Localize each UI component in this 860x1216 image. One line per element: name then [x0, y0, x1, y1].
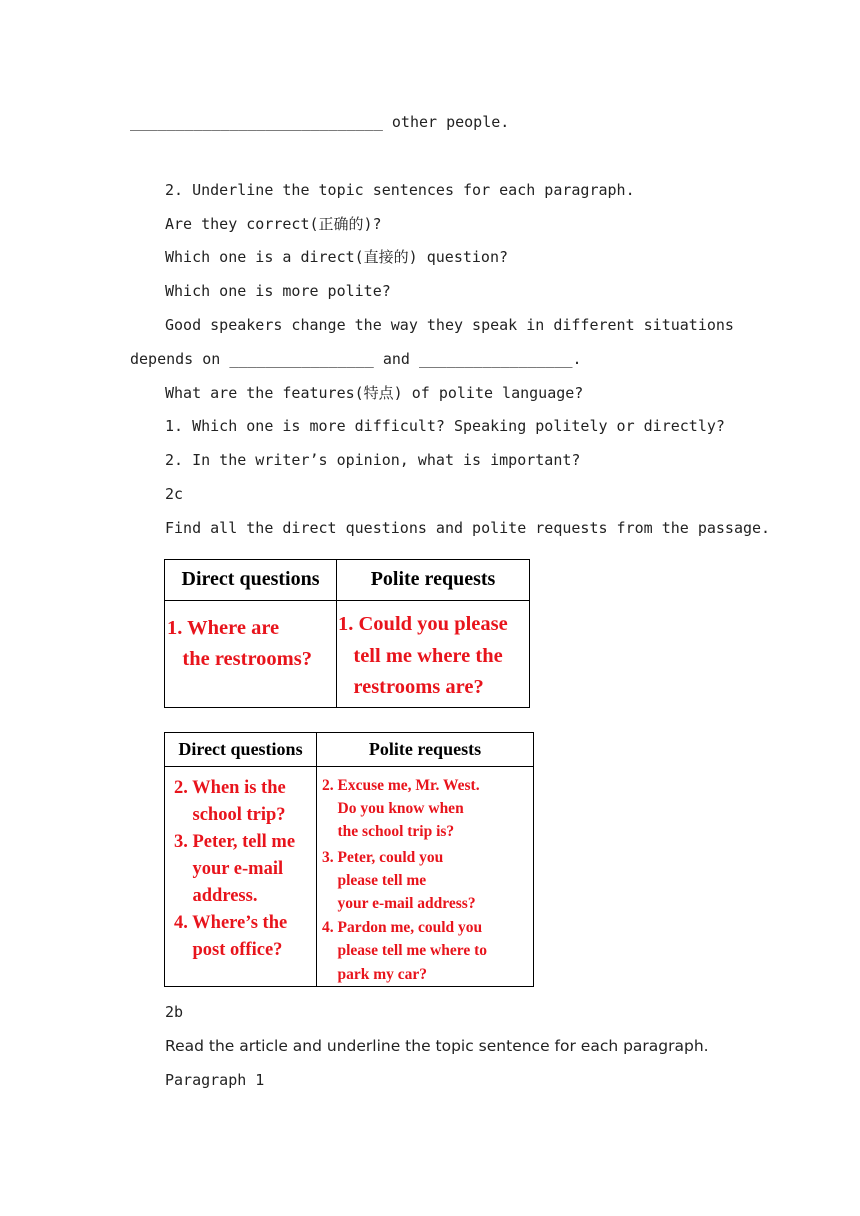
doc-line-1: ____________________________ other people.	[130, 113, 510, 131]
table1-polite-line: 1. Could you please	[338, 613, 508, 635]
table2-header-polite: Polite requests	[317, 733, 534, 767]
table2-direct-line: school trip?	[174, 805, 286, 825]
doc-line-11: 2c	[165, 485, 184, 503]
doc-line-3: Are they correct(正确的)?	[165, 215, 382, 233]
table2-direct-cell	[165, 767, 317, 987]
table2-direct-line: post office?	[174, 940, 283, 960]
doc-line-5: Which one is more polite?	[165, 282, 391, 300]
table2-polite-line: 4. Pardon me, could you	[322, 919, 483, 937]
table1-header-polite: Polite requests	[337, 560, 530, 601]
table1-polite-line: tell me where the	[338, 644, 503, 667]
table1-polite-line: restrooms are?	[338, 676, 484, 698]
doc-line-14: Read the article and underline the topic sentence for each paragraph.	[165, 1037, 709, 1055]
table2-direct-line: 2. When is the	[174, 778, 286, 798]
table2-direct-line: 3. Peter, tell me	[174, 832, 296, 852]
table2-polite-line: 2. Excuse me, Mr. West.	[322, 777, 480, 794]
doc-line-10: 2. In the writer’s opinion, what is important?	[165, 451, 581, 469]
doc-line-4: Which one is a direct(直接的) question?	[165, 248, 509, 266]
doc-line-6: Good speakers change the way they speak in different situations	[165, 316, 734, 334]
table2-direct-line: 4. Where’s the	[174, 913, 288, 933]
doc-line-8: What are the features(特点) of polite language?	[165, 384, 584, 402]
table2-polite-cell	[317, 767, 534, 987]
table2-polite-line: your e-mail address?	[322, 895, 476, 913]
table2-direct-line: your e-mail	[174, 859, 284, 879]
table2-direct-line: address.	[174, 886, 258, 906]
table1-direct-cell	[165, 601, 337, 708]
doc-line-9: 1. Which one is more difficult? Speaking politely or directly?	[165, 417, 725, 435]
table1-header-direct: Direct questions	[165, 560, 337, 601]
doc-line-12: Find all the direct questions and polite requests from the passage.	[165, 519, 771, 537]
direct-polite-table-1	[164, 559, 530, 708]
table1-direct-line: the restrooms?	[167, 648, 312, 670]
table2-header-direct: Direct questions	[165, 733, 317, 767]
table2-polite-line: please tell me where to	[322, 942, 487, 960]
doc-line-13: 2b	[165, 1003, 184, 1021]
table2-polite-line: 3. Peter, could you	[322, 848, 444, 866]
table2-polite-line: park my car?	[322, 965, 428, 983]
table2-polite-line: the school trip is?	[322, 823, 455, 841]
direct-polite-table-2	[164, 732, 534, 987]
table2-polite-line: Do you know when	[322, 800, 464, 818]
doc-line-15: Paragraph 1	[165, 1071, 265, 1089]
doc-line-7: depends on ________________ and _________________.	[130, 350, 582, 368]
table1-polite-cell	[337, 601, 530, 708]
doc-line-2: 2. Underline the topic sentences for each paragraph.	[165, 181, 635, 199]
table2-polite-line: please tell me	[322, 871, 427, 889]
table1-direct-line: 1. Where are	[167, 617, 280, 639]
